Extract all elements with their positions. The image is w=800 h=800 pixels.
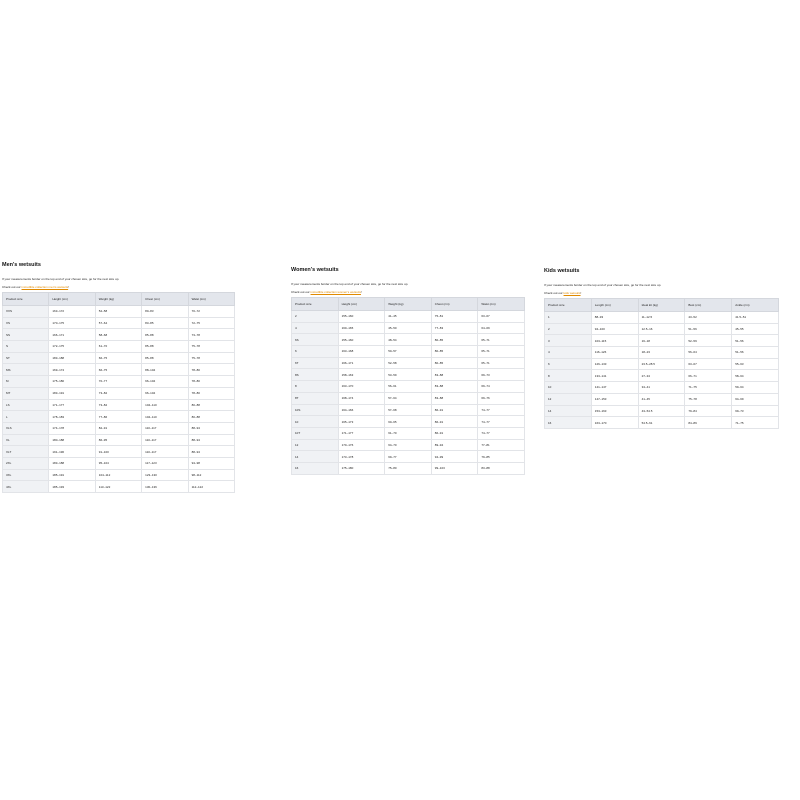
measurement-cell: 77–86 [95, 411, 141, 423]
table-row [292, 451, 525, 463]
kids-title: Kids wetsuits [544, 268, 580, 274]
table-row [3, 387, 235, 399]
size-cell: 2 [292, 311, 339, 323]
table-row [545, 405, 779, 417]
table-row [545, 312, 779, 324]
measurement-cell: 85–88 [142, 341, 188, 353]
measurement-cell: 66–75 [95, 352, 141, 364]
measurement-cell: 80–85 [431, 357, 478, 369]
mens-size-table [2, 292, 235, 493]
column-header: Waist (cm) [478, 298, 525, 311]
size-cell: 16 [545, 417, 592, 429]
measurement-cell: 80–85 [431, 346, 478, 358]
measurement-cell: 60–65 [385, 416, 432, 428]
table-row [3, 457, 235, 469]
measurement-cell: 77–83 [431, 322, 478, 334]
size-cell: 16 [292, 462, 339, 474]
size-cell: ST [3, 352, 49, 364]
table-row [292, 334, 525, 346]
measurement-cell: 166–171 [49, 329, 95, 341]
size-cell: MT [3, 387, 49, 399]
measurement-cell: 110–117 [142, 446, 188, 458]
measurement-cell: 80–88 [188, 411, 234, 423]
measurement-cell: 173–178 [338, 451, 385, 463]
measurement-cell: 104–110 [142, 399, 188, 411]
womens-collection-link[interactable]: incredible collection women's wetsuits [310, 290, 361, 294]
column-header: Chest (cm) [142, 293, 188, 306]
size-cell: XS [3, 317, 49, 329]
measurement-cell: 163–170 [591, 417, 638, 429]
mens-collection-link[interactable]: incredible collection men's wetsuits [21, 285, 69, 289]
table-row [545, 335, 779, 347]
measurement-cell: 185–193 [49, 481, 95, 493]
measurement-cell: 69–74 [478, 381, 525, 393]
measurement-cell: 57–64 [95, 317, 141, 329]
size-cell: XXS [3, 306, 49, 318]
womens-size-table [291, 297, 525, 475]
measurement-cell: 48–54 [385, 334, 432, 346]
table-row [545, 382, 779, 394]
measurement-cell: 88–94 [188, 446, 234, 458]
measurement-cell: 169–174 [49, 364, 95, 376]
size-cell: 14 [545, 405, 592, 417]
measurement-cell: 88–93 [591, 312, 638, 324]
size-cell: 4XL [3, 481, 49, 493]
table-row [3, 352, 235, 364]
size-cell: SS [3, 329, 49, 341]
size-cell: 4 [292, 322, 339, 334]
column-header: Ankle (cm) [732, 299, 779, 312]
size-cell: 10T [292, 427, 339, 439]
measurement-cell: 53–59 [385, 369, 432, 381]
measurement-cell: 66–71 [685, 370, 732, 382]
table-row [292, 311, 525, 323]
size-cell: XL [3, 434, 49, 446]
column-header: Chest (cm) [431, 298, 478, 311]
measurement-cell: 72–75 [188, 317, 234, 329]
measurement-cell: 63–67 [478, 311, 525, 323]
table-row [292, 416, 525, 428]
measurement-cell: 174–178 [49, 422, 95, 434]
measurement-cell: 56–64 [685, 347, 732, 359]
measurement-cell: 69–77 [385, 451, 432, 463]
measurement-cell: 71–75 [732, 417, 779, 429]
measurement-cell: 64–69 [478, 322, 525, 334]
mens-title: Men's wetsuits [2, 262, 41, 268]
table-row [3, 434, 235, 446]
measurement-cell: 170–176 [338, 439, 385, 451]
measurement-cell: 77–81 [478, 439, 525, 451]
measurement-cell: 96–104 [142, 376, 188, 388]
measurement-cell: 175–180 [338, 462, 385, 474]
column-header: Product size [292, 298, 339, 311]
mens-checkout-prefix: Check out our [2, 285, 21, 289]
measurement-cell: 86–95 [95, 434, 141, 446]
measurement-cell: 69–73 [478, 369, 525, 381]
measurement-cell: 58–68 [95, 329, 141, 341]
measurement-cell: 175–180 [49, 376, 95, 388]
size-cell: 10 [545, 382, 592, 394]
measurement-cell: 94–98 [188, 457, 234, 469]
measurement-cell: 165–173 [338, 416, 385, 428]
measurement-cell: 180–188 [49, 434, 95, 446]
measurement-cell: 41–45 [385, 311, 432, 323]
measurement-cell: 160–165 [338, 322, 385, 334]
column-header: Product size [545, 299, 592, 312]
table-row [3, 481, 235, 493]
measurement-cell: 85–88 [142, 352, 188, 364]
measurement-cell: 70–72 [188, 306, 234, 318]
measurement-cell: 12.5–16 [638, 323, 685, 335]
measurement-cell: 98–112 [188, 469, 234, 481]
measurement-cell: 153–163 [591, 405, 638, 417]
measurement-cell: 78–80 [188, 387, 234, 399]
measurement-cell: 172–175 [49, 341, 95, 353]
measurement-cell: 57–68 [385, 404, 432, 416]
measurement-cell: 163–170 [338, 381, 385, 393]
measurement-cell: 183–188 [49, 457, 95, 469]
measurement-cell: 110–117 [142, 422, 188, 434]
table-row [3, 399, 235, 411]
measurement-cell: 171–177 [338, 427, 385, 439]
womens-size-panel [291, 267, 525, 475]
measurement-cell: 61–70 [385, 427, 432, 439]
measurement-cell: 155–160 [338, 334, 385, 346]
column-header: Bust (cm) [685, 299, 732, 312]
size-cell: 12 [545, 393, 592, 405]
measurement-cell: 166–171 [338, 357, 385, 369]
measurement-cell: 164–166 [338, 404, 385, 416]
table-row [292, 322, 525, 334]
column-header: Weight (kg) [95, 293, 141, 306]
men-table-header [3, 293, 235, 306]
table-row [3, 446, 235, 458]
table-row [545, 347, 779, 359]
mens-intro: If your measurements border on the top end of your chosen size, go for the next size up. [2, 277, 120, 281]
table-row [292, 381, 525, 393]
measurement-cell: 110–117 [142, 434, 188, 446]
table-row [545, 358, 779, 370]
size-cell: 6 [545, 358, 592, 370]
size-cell: MS [3, 364, 49, 376]
table-row [3, 317, 235, 329]
measurement-cell: 171–177 [49, 399, 95, 411]
measurement-cell: 65–71 [478, 357, 525, 369]
measurement-cell: 191–196 [49, 446, 95, 458]
measurement-cell: 70–77 [95, 376, 141, 388]
size-cell: L [3, 411, 49, 423]
size-cell: 10S [292, 404, 339, 416]
table-row [545, 393, 779, 405]
measurement-cell: 50–57 [385, 346, 432, 358]
measurement-cell: 86–91 [431, 404, 478, 416]
table-row [3, 469, 235, 481]
mens-checkout-suffix: ! [68, 285, 69, 289]
womens-intro: If your measurements border on the top end of your chosen size, go for the next size up. [291, 282, 409, 286]
column-header: Ideal kit (kg) [638, 299, 685, 312]
size-cell: 6 [292, 346, 339, 358]
measurement-cell: 63–67 [685, 358, 732, 370]
measurement-cell: 79–85 [478, 451, 525, 463]
size-cell: 12 [292, 439, 339, 451]
measurement-cell: 75–78 [685, 393, 732, 405]
size-cell: S [3, 341, 49, 353]
measurement-cell: 85–88 [142, 329, 188, 341]
measurement-cell: 45–55 [732, 323, 779, 335]
mens-checkout-line [2, 285, 235, 289]
measurement-cell: 74–77 [478, 427, 525, 439]
measurement-cell: 75–78 [188, 341, 234, 353]
measurement-cell: 73–82 [95, 399, 141, 411]
measurement-cell: 99–103 [431, 462, 478, 474]
measurement-cell: 123–130 [142, 469, 188, 481]
size-cell: 8 [292, 381, 339, 393]
measurement-cell: 73–78 [188, 329, 234, 341]
kids-collection-link[interactable]: kids wetsuits [563, 291, 581, 295]
size-cell: 14 [292, 451, 339, 463]
measurement-cell: 18–23 [638, 347, 685, 359]
size-cell: 2XL [3, 457, 49, 469]
measurement-cell: 78–80 [188, 376, 234, 388]
measurement-cell: 75–78 [188, 352, 234, 364]
kids-checkout-line [544, 291, 779, 295]
measurement-cell: 54.5–61 [638, 417, 685, 429]
measurement-cell: 27–34 [638, 370, 685, 382]
size-cell: 1 [545, 312, 592, 324]
measurement-cell: 103–115 [591, 335, 638, 347]
column-header: Height (cm) [49, 293, 95, 306]
measurement-cell: 51–56 [685, 323, 732, 335]
measurement-cell: 83–85 [142, 317, 188, 329]
measurement-cell: 74–77 [478, 416, 525, 428]
measurement-cell: 83–88 [431, 392, 478, 404]
kids-size-panel [544, 268, 779, 429]
size-cell: 6T [292, 357, 339, 369]
measurement-cell: 178–183 [49, 411, 95, 423]
measurement-cell: 79–84 [685, 405, 732, 417]
measurement-cell: 83–88 [431, 369, 478, 381]
measurement-cell: 64–69 [732, 393, 779, 405]
measurement-cell: 52–58 [385, 357, 432, 369]
measurement-cell: 43–52 [685, 312, 732, 324]
measurement-cell: 43–54.5 [638, 405, 685, 417]
measurement-cell: 88–104 [142, 364, 188, 376]
column-header: Height (cm) [338, 298, 385, 311]
measurement-cell: 16–18 [638, 335, 685, 347]
measurement-cell: 51–56 [732, 335, 779, 347]
size-cell: 8T [292, 392, 339, 404]
measurement-cell: 88–94 [188, 434, 234, 446]
measurement-cell: 78–80 [188, 364, 234, 376]
measurement-cell: 158–163 [338, 369, 385, 381]
womens-checkout-line [291, 290, 525, 294]
measurement-cell: 168–174 [338, 392, 385, 404]
women-table-header [292, 298, 525, 311]
measurement-cell: 155–160 [338, 311, 385, 323]
measurement-cell: 88–94 [188, 422, 234, 434]
measurement-cell: 84–89 [685, 417, 732, 429]
table-row [292, 369, 525, 381]
table-row [3, 364, 235, 376]
measurement-cell: 65–71 [478, 346, 525, 358]
measurement-cell: 80–85 [431, 334, 478, 346]
womens-checkout-suffix: ! [360, 290, 362, 294]
size-cell: 8 [545, 370, 592, 382]
table-row [545, 370, 779, 382]
mens-size-panel [2, 262, 235, 493]
table-row [3, 411, 235, 423]
womens-checkout-prefix: Check out our [291, 290, 310, 294]
size-cell: 10 [292, 416, 339, 428]
measurement-cell: 163–168 [338, 346, 385, 358]
measurement-cell: 52–59 [685, 335, 732, 347]
measurement-cell: 94–99 [431, 451, 478, 463]
measurement-cell: 75–81 [431, 311, 478, 323]
measurement-cell: 147–153 [591, 393, 638, 405]
measurement-cell: 86–91 [431, 416, 478, 428]
measurement-cell: 94–100 [591, 323, 638, 335]
measurement-cell: 83–88 [478, 462, 525, 474]
measurement-cell: 83–88 [431, 381, 478, 393]
measurement-cell: 64–70 [385, 439, 432, 451]
kids-intro: If your measurements border on the top end of your chosen size, go for the next size up. [544, 283, 662, 287]
table-row [545, 417, 779, 429]
measurement-cell: 80–88 [188, 399, 234, 411]
measurement-cell: 104–110 [142, 411, 188, 423]
table-row [3, 376, 235, 388]
measurement-cell: 163–172 [49, 306, 95, 318]
table-row [292, 427, 525, 439]
measurement-cell: 57–64 [385, 392, 432, 404]
measurement-cell: 130–136 [142, 481, 188, 493]
measurement-cell: 82–91 [95, 422, 141, 434]
size-cell: 3XL [3, 469, 49, 481]
measurement-cell: 69–76 [478, 392, 525, 404]
measurement-cell: 86–91 [431, 427, 478, 439]
measurement-cell: 112–122 [188, 481, 234, 493]
measurement-cell: 185–191 [49, 469, 95, 481]
table-row [3, 341, 235, 353]
measurement-cell: 74–77 [478, 404, 525, 416]
measurement-cell: 75–80 [385, 462, 432, 474]
measurement-cell: 104–112 [95, 469, 141, 481]
kids-table-header [545, 299, 779, 312]
measurement-cell: 91–100 [95, 446, 141, 458]
measurement-cell: 23.5–28.5 [638, 358, 685, 370]
measurement-cell: 133–141 [591, 370, 638, 382]
measurement-cell: 183–191 [49, 387, 95, 399]
measurement-cell: 45–50 [385, 322, 432, 334]
table-row [292, 392, 525, 404]
measurement-cell: 96–104 [142, 387, 188, 399]
kids-checkout-prefix: Check out our [544, 291, 563, 295]
size-cell: 2 [545, 323, 592, 335]
measurement-cell: 41.5–51 [732, 312, 779, 324]
table-row [545, 323, 779, 335]
measurement-cell: 61–70 [95, 341, 141, 353]
kids-size-table [544, 298, 779, 429]
measurement-cell: 11–12.5 [638, 312, 685, 324]
size-cell: XLT [3, 446, 49, 458]
measurement-cell: 116–126 [591, 347, 638, 359]
column-header: Product size [3, 293, 49, 306]
size-cell: 4 [545, 347, 592, 359]
measurement-cell: 113–122 [95, 481, 141, 493]
measurement-cell: 65–71 [478, 334, 525, 346]
measurement-cell: 56–61 [385, 381, 432, 393]
measurement-cell: 41–45 [638, 393, 685, 405]
table-row [292, 462, 525, 474]
table-row [292, 357, 525, 369]
measurement-cell: 141–147 [591, 382, 638, 394]
column-header: Waist (cm) [188, 293, 234, 306]
measurement-cell: 71–75 [685, 382, 732, 394]
column-header: Length (cm) [591, 299, 638, 312]
measurement-cell: 89–94 [431, 439, 478, 451]
column-header: Weight (kg) [385, 298, 432, 311]
measurement-cell: 69–73 [732, 405, 779, 417]
measurement-cell: 66–75 [95, 364, 141, 376]
measurement-cell: 55–63 [732, 358, 779, 370]
womens-title: Women's wetsuits [291, 267, 339, 273]
table-row [292, 404, 525, 416]
measurement-cell: 170–175 [49, 317, 95, 329]
size-cell: XLS [3, 422, 49, 434]
measurement-cell: 73–82 [95, 387, 141, 399]
table-row [292, 346, 525, 358]
table-row [3, 422, 235, 434]
measurement-cell: 59–64 [732, 382, 779, 394]
size-cell: 8S [292, 369, 339, 381]
table-row [292, 439, 525, 451]
size-cell: 6S [292, 334, 339, 346]
measurement-cell: 52–58 [95, 306, 141, 318]
measurement-cell: 183–188 [49, 352, 95, 364]
measurement-cell: 58–64 [732, 370, 779, 382]
kids-checkout-suffix: ! [580, 291, 582, 295]
table-row [3, 306, 235, 318]
measurement-cell: 51–56 [732, 347, 779, 359]
measurement-cell: 34–41 [638, 382, 685, 394]
measurement-cell: 80–83 [142, 306, 188, 318]
measurement-cell: 117–123 [142, 457, 188, 469]
table-row [3, 329, 235, 341]
size-cell: M [3, 376, 49, 388]
size-cell: LS [3, 399, 49, 411]
measurement-cell: 126–133 [591, 358, 638, 370]
measurement-cell: 95–104 [95, 457, 141, 469]
size-cell: 3 [545, 335, 592, 347]
